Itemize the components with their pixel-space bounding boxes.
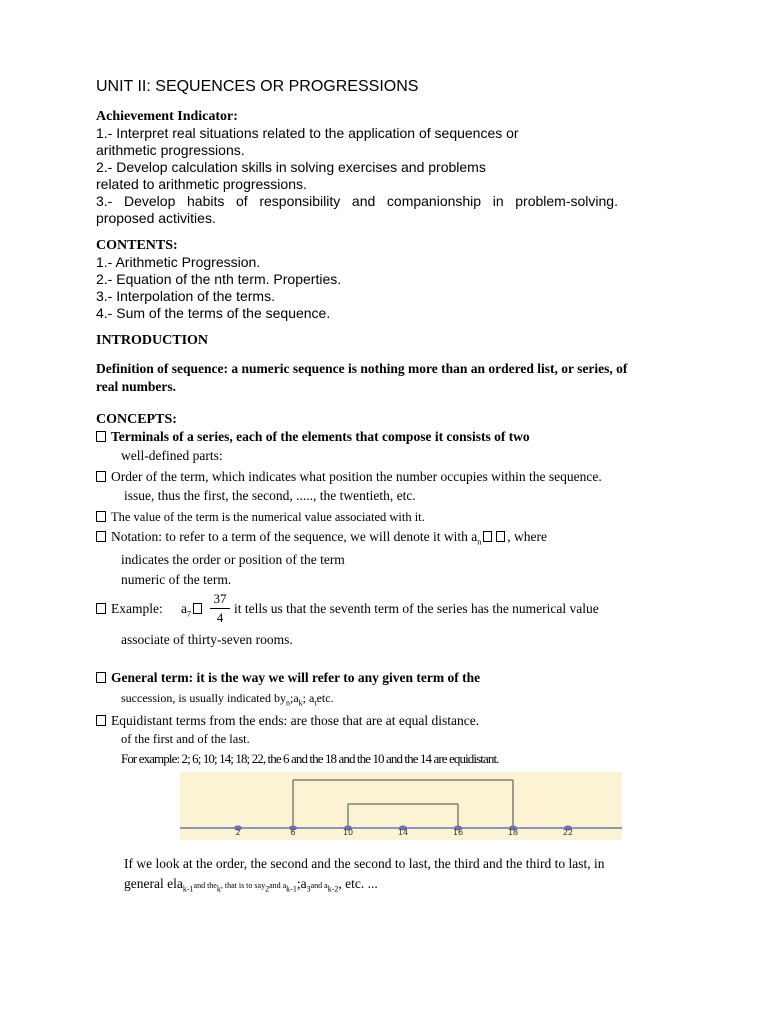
fraction-denominator: 4 <box>216 610 224 625</box>
achievement-line-1: 1.- Interpret real situations related to the application of sequences or <box>96 125 519 141</box>
missing-glyph-icon <box>193 603 202 614</box>
closing-line-2: general ela$_{k-1}$and the$_k$, that is to say$_2$and $a_{k-1};a_3and$ $a_{k-2}$, etc. ... <box>124 876 378 894</box>
contents-item-1: 1.- Arithmetic Progression. <box>96 254 261 270</box>
example-line-2: associate of thirty-seven rooms. <box>121 632 293 647</box>
value-line: The value of the term is the numerical value associated with it. <box>96 510 425 525</box>
tick-label: 14 <box>397 828 409 837</box>
bullet-icon <box>96 603 106 614</box>
contents-item-4: 4.- Sum of the terms of the sequence. <box>96 305 331 321</box>
fraction-bar <box>210 608 230 609</box>
tick-label: 6 <box>290 828 296 837</box>
tick-label: 16 <box>452 828 464 837</box>
bullet-icon <box>96 511 106 522</box>
achievement-line-6: proposed activities. <box>96 210 216 226</box>
example-text: it tells us that the seventh term of the series has the numerical value <box>234 601 599 616</box>
bullet-icon <box>96 715 106 726</box>
fraction-numerator: 37 <box>213 591 227 606</box>
definition-line-1: Definition of sequence: a numeric sequence is nothing more than an ordered list, or series, of <box>96 361 628 376</box>
introduction-heading: INTRODUCTION <box>96 333 209 348</box>
bullet-icon <box>96 471 106 482</box>
general-term-line-1: General term: it is the way we will refer to any given term of the <box>96 670 480 686</box>
terminals-line-1: Terminals of a series, each of the elements that compose it consists of two <box>96 429 530 445</box>
equidistant-line-2: of the first and of the last. <box>121 732 250 746</box>
bullet-icon <box>96 431 106 442</box>
notation-line-3: numeric of the term. <box>121 572 232 587</box>
tick-label: 2 <box>235 828 241 837</box>
order-line-2: issue, thus the first, the second, ....., the twentieth, etc. <box>124 488 416 503</box>
general-term-line-2: succession, is usually indicated $by_n;a_k$; $a_tetc$. <box>121 691 334 708</box>
missing-glyph-icon <box>483 531 492 542</box>
notation-line-1: Notation: to refer to a term of the sequence, we will denote it with $a_n$ , where <box>96 529 547 547</box>
tick-label: 22 <box>562 828 574 837</box>
contents-item-3: 3.- Interpolation of the terms. <box>96 288 275 304</box>
concepts-heading: CONCEPTS: <box>96 412 177 427</box>
number-line-figure <box>180 772 622 840</box>
bullet-icon <box>96 531 106 542</box>
achievement-line-3: 2.- Develop calculation skills in solving exercises and problems <box>96 159 486 175</box>
achievement-heading: Achievement Indicator: <box>96 109 238 124</box>
page-title: UNIT II: SEQUENCES OR PROGRESSIONS <box>96 78 419 95</box>
terminals-line-2: well-defined parts: <box>121 448 223 463</box>
achievement-line-4: related to arithmetic progressions. <box>96 176 307 192</box>
achievement-line-5: 3.- Develop habits of responsibility and companionship in problem-solving. <box>96 193 618 209</box>
order-line-1: Order of the term, which indicates what position the number occupies within the sequence. <box>96 469 602 485</box>
tick-label: 18 <box>507 828 519 837</box>
contents-item-2: 2.- Equation of the nth term. Properties. <box>96 271 342 287</box>
definition-line-2: real numbers. <box>96 379 176 394</box>
notation-line-2: indicates the order or position of the term <box>121 552 345 567</box>
missing-glyph-icon <box>496 531 505 542</box>
contents-heading: CONTENTS: <box>96 238 178 253</box>
equidistant-line-1: Equidistant terms from the ends: are those that are at equal distance. <box>96 713 479 729</box>
achievement-line-2: arithmetic progressions. <box>96 142 245 158</box>
equidistant-example: For example: 2; 6; 10; 14; 18; 22, the 6 and the 18 and the 10 and the 14 are equidistant. <box>121 751 499 766</box>
closing-line-1: If we look at the order, the second and the second to last, the third and the third to last, in <box>124 856 605 871</box>
bullet-icon <box>96 672 106 683</box>
example-term: $a_7$ <box>181 601 204 619</box>
tick-label: 10 <box>342 828 354 837</box>
example-label: Example: <box>96 601 163 617</box>
